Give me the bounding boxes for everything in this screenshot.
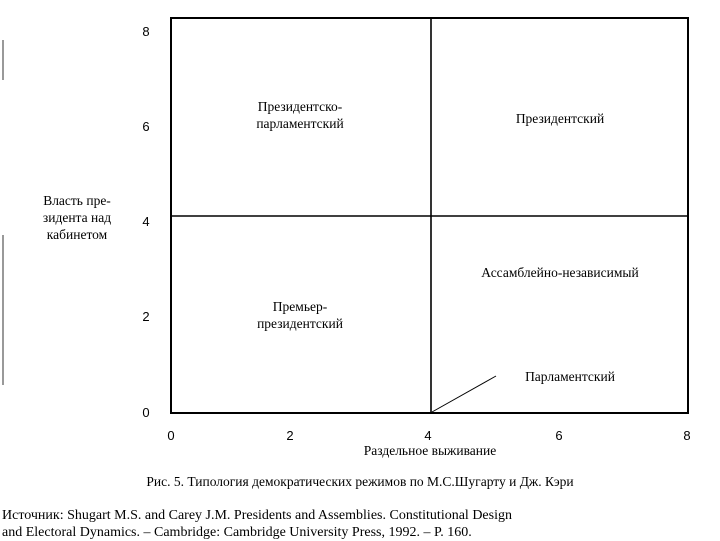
source-line: Источник: Shugart M.S. and Carey J.M. Presidents and Assemblies. Constitutional Design <box>2 508 512 523</box>
quadrant-label-line: президентский <box>257 316 343 331</box>
quadrant-label-line: Президентско- <box>257 99 343 114</box>
y-tick-2: 2 <box>142 309 150 324</box>
quadrant-presidential: Президентский <box>515 111 605 126</box>
x-tick-4: 4 <box>424 428 432 443</box>
x-tick-2: 2 <box>286 428 294 443</box>
y-axis-label-line: зидента над <box>42 210 112 225</box>
x-tick-0: 0 <box>167 428 175 443</box>
quadrant-label-line: парламентский <box>256 116 344 131</box>
source-line: and Electoral Dynamics. – Cambridge: Cambridge University Press, 1992. – P. 160. <box>2 525 472 540</box>
parliamentary-pointer-line <box>432 376 496 412</box>
y-axis-label <box>22 192 132 243</box>
parliamentary-label: Парламентский <box>525 369 615 384</box>
quadrant-assembly-independent: Ассамблейно-независимый <box>481 265 639 280</box>
x-axis-label: Раздельное выживание <box>363 443 497 458</box>
quadrant-premier-presidential <box>200 298 400 332</box>
source-note <box>2 507 718 541</box>
y-tick-0: 0 <box>142 405 150 420</box>
y-tick-6: 6 <box>142 119 150 134</box>
y-tick-8: 8 <box>142 24 150 39</box>
y-axis-label-line: кабинетом <box>46 227 108 242</box>
x-tick-8: 8 <box>683 428 691 443</box>
x-axis-ticks <box>167 428 690 443</box>
y-axis-label-line: Власть пре- <box>43 193 111 208</box>
x-tick-6: 6 <box>555 428 563 443</box>
figure-caption: Рис. 5. Типология демократических режимов по М.С.Шугарту и Дж. Кэри <box>146 474 574 489</box>
y-axis-ticks <box>142 24 149 420</box>
quadrant-label-line: Премьер- <box>272 299 328 314</box>
quadrant-presidential-parliamentary <box>200 98 400 132</box>
y-tick-4: 4 <box>142 214 150 229</box>
